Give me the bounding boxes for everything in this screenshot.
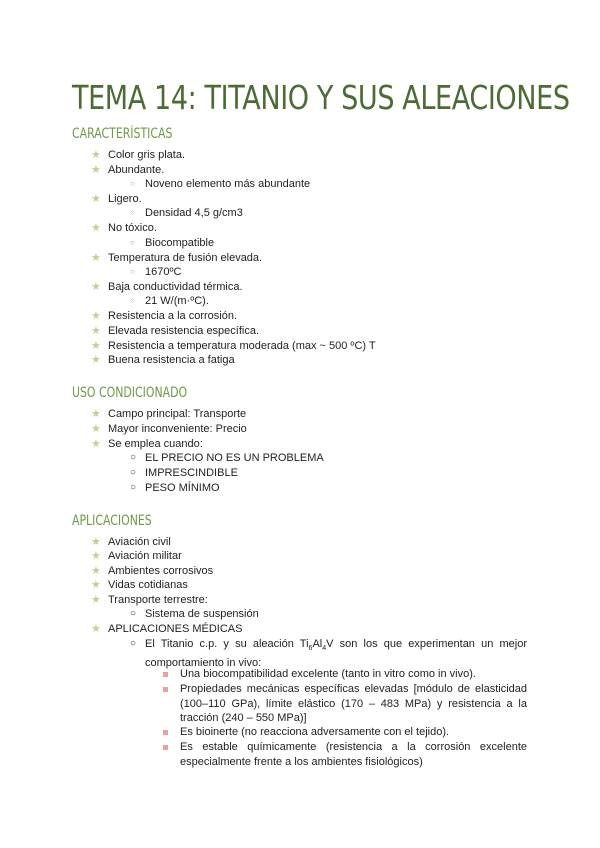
page-title: TEMA 14: TITANIO Y SUS ALEACIONES [72, 78, 570, 117]
subscript-4: 4 [322, 645, 327, 653]
list-item: Es estable químicamente (resistencia a la corrosión excelente especialmente frente a los ambientes fisiológicos) [180, 741, 527, 768]
list-item: Mayor inconveniente: Precio [108, 423, 247, 435]
star-bullet-icon: ★ [91, 340, 101, 352]
star-bullet-icon: ★ [91, 565, 101, 577]
circle-bullet-icon: ○ [130, 608, 137, 619]
list-item: Baja conductividad térmica. [108, 281, 243, 293]
star-bullet-icon: ★ [91, 281, 101, 293]
star-bullet-icon: ★ [91, 623, 101, 635]
star-bullet-icon: ★ [91, 550, 101, 562]
section-heading-caracteristicas: CARACTERÍSTICAS [72, 126, 173, 142]
medical-intro-b: V son los que experimentan un mejor comportamiento in vivo: [145, 638, 527, 670]
circle-bullet-icon: ○ [130, 179, 135, 188]
list-item: Noveno elemento más abundante [145, 178, 311, 190]
circle-bullet-icon: ○ [130, 482, 137, 493]
list-item: Aviación civil [108, 536, 171, 548]
star-bullet-icon: ★ [91, 222, 101, 234]
list-item: Es bioinerte (no reacciona adversamente con el tejido). [180, 726, 450, 738]
square-bullet-icon [163, 672, 168, 677]
star-bullet-icon: ★ [91, 310, 101, 322]
circle-bullet-icon: ○ [130, 296, 135, 305]
subscript-6: 6 [308, 645, 313, 653]
star-bullet-icon: ★ [91, 325, 101, 337]
star-bullet-icon: ★ [91, 354, 101, 366]
list-item: Densidad 4,5 g/cm3 [145, 207, 243, 219]
list-item: Buena resistencia a fatiga [108, 354, 235, 366]
medical-intro-paragraph [145, 637, 527, 670]
square-bullet-icon [163, 730, 168, 735]
list-item: Una biocompatibilidad excelente (tanto in vitro como in vivo). [180, 668, 476, 680]
list-item: Biocompatible [145, 237, 215, 249]
list-item: Abundante. [108, 164, 165, 176]
list-item: Transporte terrestre: [108, 594, 208, 606]
list-item: Vidas cotidianas [108, 579, 188, 591]
star-bullet-icon: ★ [91, 536, 101, 548]
star-bullet-icon: ★ [91, 594, 101, 606]
star-bullet-icon: ★ [91, 193, 101, 205]
medical-intro-al: Al [312, 638, 323, 650]
list-item: Temperatura de fusión elevada. [108, 252, 263, 264]
list-item: PESO MÍNIMO [145, 482, 220, 494]
list-item: EL PRECIO NO ES UN PROBLEMA [145, 452, 324, 464]
square-bullet-icon [163, 687, 168, 692]
list-item: Sistema de suspensión [145, 608, 259, 620]
list-item: Resistencia a temperatura moderada (max ~ 500 ºC) T [108, 340, 376, 352]
circle-bullet-icon: ○ [130, 467, 137, 478]
section-heading-uso: USO CONDICIONADO [72, 385, 188, 401]
list-item: 21 W/(m·ºC). [145, 295, 209, 307]
circle-bullet-icon: ○ [130, 238, 135, 247]
list-item: Color gris plata. [108, 149, 186, 161]
circle-bullet-icon: ○ [130, 267, 135, 276]
medical-intro-a: El Titanio c.p. y su aleación Ti [145, 638, 309, 650]
list-item: Elevada resistencia específica. [108, 325, 260, 337]
list-item: 1670ºC [145, 266, 182, 278]
star-bullet-icon: ★ [91, 438, 101, 450]
list-item: No tóxico. [108, 222, 157, 234]
star-bullet-icon: ★ [91, 164, 101, 176]
list-item: IMPRESCINDIBLE [145, 467, 238, 479]
star-bullet-icon: ★ [91, 579, 101, 591]
section-heading-aplicaciones: APLICACIONES [72, 513, 152, 529]
star-bullet-icon: ★ [91, 149, 101, 161]
square-bullet-icon [163, 745, 168, 750]
list-item: Propiedades mecánicas específicas elevadas [módulo de elasticidad (100–110 GPa), límite elástico (170 – 483 MPa) y resistencia a la tracción (240 – 550 MPa)] [180, 683, 527, 724]
star-bullet-icon: ★ [91, 252, 101, 264]
star-bullet-icon: ★ [91, 408, 101, 420]
list-item: Se emplea cuando: [108, 438, 203, 450]
list-item: Resistencia a la corrosión. [108, 310, 238, 322]
list-item: Ligero. [108, 193, 142, 205]
circle-bullet-icon: ○ [130, 452, 137, 463]
circle-bullet-icon: ○ [130, 638, 137, 649]
list-item: APLICACIONES MÉDICAS [108, 623, 243, 635]
list-item: Ambientes corrosivos [108, 565, 214, 577]
star-bullet-icon: ★ [91, 423, 101, 435]
list-item: Aviación militar [108, 550, 182, 562]
circle-bullet-icon: ○ [130, 208, 135, 217]
list-item: Campo principal: Transporte [108, 408, 247, 420]
